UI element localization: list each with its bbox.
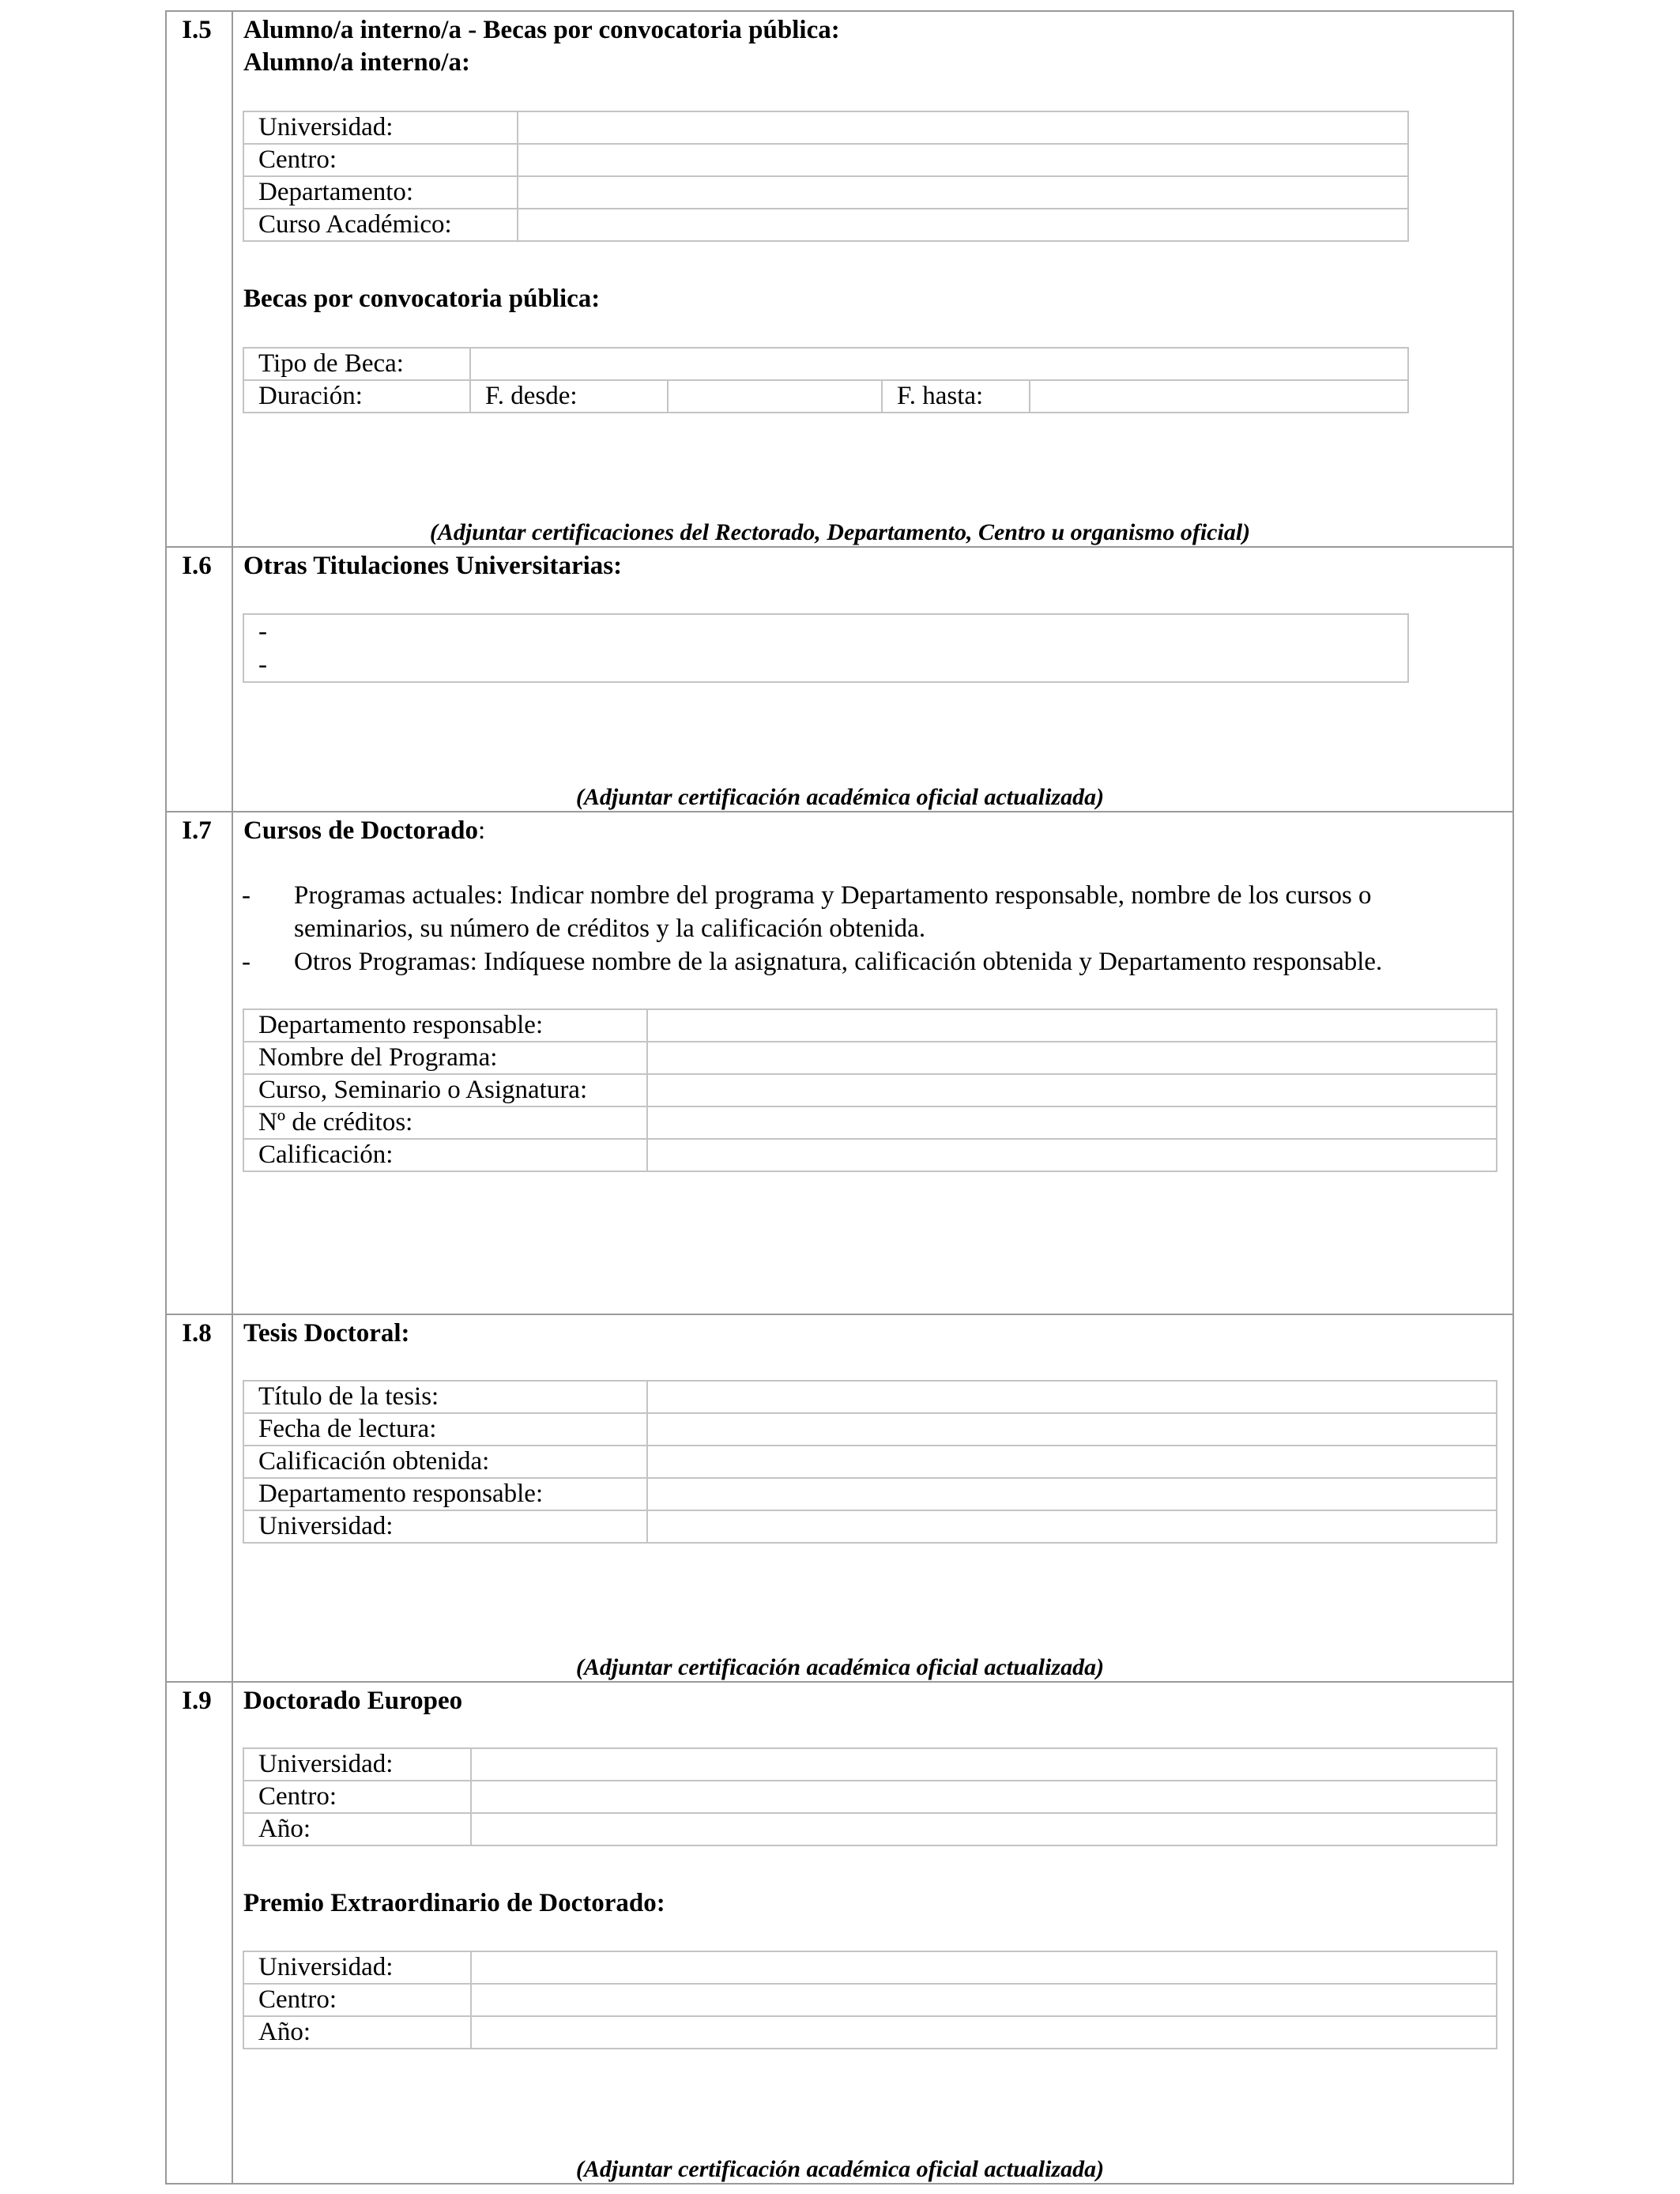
section-i7-title-text: Cursos de Doctorado — [243, 816, 478, 845]
section-i7-title-colon: : — [477, 816, 486, 845]
section-i6-title: Otras Titulaciones Universitarias: — [243, 552, 623, 580]
frame-right-border — [1512, 10, 1514, 2184]
alumno-interno-table — [243, 111, 1409, 242]
table-row — [243, 380, 1408, 413]
section-divider-i7-i8 — [165, 1314, 1514, 1315]
field-value-cell[interactable] — [647, 1510, 1497, 1543]
table-row — [243, 1951, 1497, 1984]
table-row — [243, 1139, 1497, 1171]
field-value-cell[interactable] — [471, 1984, 1497, 2016]
field-label: Centro: — [243, 1984, 471, 2016]
field-label: Centro: — [243, 1781, 471, 1813]
field-value-cell[interactable] — [647, 1009, 1497, 1042]
section-i7-title — [243, 815, 485, 846]
cursos-instructions-list — [242, 879, 1382, 978]
section-i9-number: I.9 — [182, 1687, 212, 1715]
fecha-hasta-value-cell[interactable] — [1030, 380, 1408, 413]
field-label: Calificación obtenida: — [243, 1446, 647, 1478]
table-row — [243, 1748, 1497, 1781]
section-i7-number: I.7 — [182, 816, 212, 845]
field-value-cell[interactable] — [647, 1446, 1497, 1478]
list-item: - — [258, 617, 267, 646]
field-label: Curso Académico: — [243, 209, 518, 241]
becas-table — [243, 347, 1409, 413]
table-row — [243, 2016, 1497, 2049]
becas-subtitle: Becas por convocatoria pública: — [243, 285, 601, 313]
field-label: Nombre del Programa: — [243, 1042, 647, 1074]
section-i9-note: (Adjuntar certificación académica oficial actualizada) — [575, 2156, 1105, 2182]
field-label: Universidad: — [243, 111, 518, 144]
bullet-dash: - — [242, 881, 250, 910]
table-row — [243, 1413, 1497, 1446]
table-row — [243, 1106, 1497, 1139]
list-item — [242, 945, 1382, 978]
field-value-cell[interactable] — [647, 1413, 1497, 1446]
table-row — [243, 1381, 1497, 1413]
table-row — [243, 1478, 1497, 1510]
cursos-doctorado-table — [243, 1008, 1497, 1172]
field-label: Año: — [243, 1813, 471, 1845]
fecha-desde-value-cell[interactable] — [668, 380, 882, 413]
bullet-text-line: Otros Programas: Indíquese nombre de la asignatura, calificación obtenida y Departamento responsable. — [294, 948, 1383, 976]
premio-extraordinario-table — [243, 1951, 1497, 2049]
table-row — [243, 1074, 1497, 1106]
table-row — [243, 111, 1408, 144]
field-value-cell[interactable] — [471, 1781, 1497, 1813]
fecha-hasta-label: F. hasta: — [882, 380, 1030, 413]
field-value-cell[interactable] — [518, 176, 1408, 209]
section-i5-title: Alumno/a interno/a - Becas por convocatoria pública: — [243, 16, 840, 44]
doctorado-europeo-table — [243, 1747, 1497, 1846]
frame-number-column-divider — [232, 10, 233, 2184]
tesis-doctoral-table — [243, 1380, 1497, 1544]
field-value-cell[interactable] — [647, 1381, 1497, 1413]
section-i6-number: I.6 — [182, 552, 212, 580]
table-row — [243, 1446, 1497, 1478]
field-value-cell[interactable] — [471, 2016, 1497, 2049]
section-i9-title: Doctorado Europeo — [243, 1687, 463, 1715]
field-value-cell[interactable] — [471, 1748, 1497, 1781]
table-row — [243, 348, 1408, 380]
premio-extraordinario-subtitle: Premio Extraordinario de Doctorado: — [243, 1889, 665, 1917]
table-row — [243, 1781, 1497, 1813]
frame-left-border — [165, 10, 167, 2184]
bullet-dash: - — [242, 948, 250, 976]
field-value-cell[interactable] — [518, 111, 1408, 144]
list-item: - — [258, 650, 267, 679]
field-label: Departamento responsable: — [243, 1478, 647, 1510]
field-value-cell[interactable] — [647, 1478, 1497, 1510]
tipo-beca-value-cell[interactable] — [470, 348, 1408, 380]
table-row — [243, 1510, 1497, 1543]
table-row — [243, 176, 1408, 209]
field-label: Universidad: — [243, 1748, 471, 1781]
field-label: Calificación: — [243, 1139, 647, 1171]
frame-top-border — [165, 10, 1514, 12]
field-label: Curso, Seminario o Asignatura: — [243, 1074, 647, 1106]
field-label: Universidad: — [243, 1510, 647, 1543]
field-value-cell[interactable] — [518, 209, 1408, 241]
field-label: Departamento: — [243, 176, 518, 209]
bullet-text-line: Programas actuales: Indicar nombre del programa y Departamento responsable, nombre de los cursos o — [294, 881, 1372, 910]
section-i5-number: I.5 — [182, 16, 212, 44]
duracion-label: Duración: — [243, 380, 470, 413]
tipo-beca-label: Tipo de Beca: — [243, 348, 470, 380]
field-label: Fecha de lectura: — [243, 1413, 647, 1446]
section-i8-note: (Adjuntar certificación académica oficial actualizada) — [575, 1654, 1105, 1680]
table-row — [243, 1009, 1497, 1042]
field-label: Nº de créditos: — [243, 1106, 647, 1139]
field-label: Departamento responsable: — [243, 1009, 647, 1042]
table-row — [243, 1984, 1497, 2016]
field-label: Título de la tesis: — [243, 1381, 647, 1413]
section-i5-subtitle: Alumno/a interno/a: — [243, 48, 470, 77]
bullet-text-line: seminarios, su número de créditos y la calificación obtenida. — [294, 914, 926, 943]
field-value-cell[interactable] — [518, 144, 1408, 176]
table-row — [243, 209, 1408, 241]
field-label: Centro: — [243, 144, 518, 176]
list-item — [242, 879, 1382, 945]
field-value-cell[interactable] — [471, 1813, 1497, 1845]
field-value-cell[interactable] — [647, 1042, 1497, 1074]
field-value-cell[interactable] — [471, 1951, 1497, 1984]
field-label: Universidad: — [243, 1951, 471, 1984]
field-value-cell[interactable] — [647, 1139, 1497, 1171]
fecha-desde-label: F. desde: — [470, 380, 668, 413]
section-i6-note: (Adjuntar certificación académica oficial actualizada) — [575, 784, 1105, 810]
field-value-cell[interactable] — [647, 1106, 1497, 1139]
section-i5-note: (Adjuntar certificaciones del Rectorado, Departamento, Centro u organismo oficial) — [429, 519, 1251, 545]
table-row — [243, 1813, 1497, 1845]
field-label: Año: — [243, 2016, 471, 2049]
section-i8-number: I.8 — [182, 1319, 212, 1348]
section-i8-title: Tesis Doctoral: — [243, 1319, 410, 1348]
field-value-cell[interactable] — [647, 1074, 1497, 1106]
otras-titulaciones-box[interactable] — [243, 613, 1409, 683]
table-row — [243, 1042, 1497, 1074]
table-row — [243, 144, 1408, 176]
